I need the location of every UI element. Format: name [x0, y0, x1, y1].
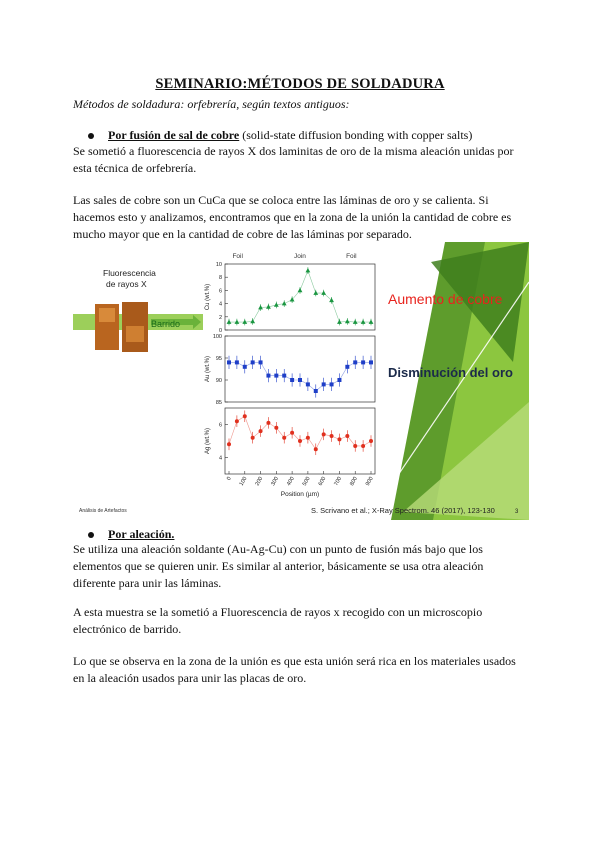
text-line: diferente para unir las láminas.	[73, 576, 222, 590]
data-point	[321, 290, 326, 294]
section2-para2	[73, 604, 528, 638]
data-point	[266, 374, 270, 378]
region-label: Foil	[346, 253, 357, 260]
barrido-label: Barrido	[151, 319, 181, 329]
slide-footer-left: Análisis de Artefactos	[79, 508, 127, 514]
text-line: Se sometió a fluorescencia de rayos X dos laminitas de oro de la misma aleación unidas por	[73, 144, 514, 158]
text-line: elementos que se quieren unir. Es similar al anterior, básicamente se usa otra aleación	[73, 559, 484, 573]
panel-frame	[225, 336, 375, 402]
page-title: SEMINARIO:MÉTODOS DE SOLDADURA	[155, 76, 445, 92]
data-point	[330, 382, 334, 386]
data-point	[305, 268, 310, 272]
data-point	[369, 439, 373, 443]
y-axis-label: Cu (wt.%)	[205, 283, 211, 311]
data-point	[259, 429, 263, 433]
text-line: Se utiliza una aleación soldante (Au-Ag-Cu) con un punto de fusión más bajo que los	[73, 542, 483, 556]
x-tick-label: 400	[286, 476, 296, 487]
data-point	[337, 378, 341, 382]
x-tick-label: 900	[364, 476, 375, 487]
data-point	[235, 419, 239, 423]
text-line: hacemos esto y analizamos, encontramos que en la zona de la unión la cantidad de cobre es	[73, 210, 512, 224]
citation: S. Scrivano et al.; X-Ray Spectrom. 46 (2017), 123-130	[311, 506, 495, 515]
data-point	[282, 301, 287, 305]
gold-sample-right-hl	[126, 326, 144, 342]
slide-svg	[73, 242, 529, 520]
region-label: Join	[294, 253, 306, 260]
panel-frame	[225, 264, 375, 330]
section2-bullet	[88, 527, 174, 542]
data-point	[243, 365, 247, 369]
y-tick-label: 100	[212, 334, 222, 340]
data-point	[314, 389, 318, 393]
data-point	[227, 360, 231, 364]
data-point	[322, 432, 326, 436]
y-tick-label: 4	[218, 301, 222, 308]
region-label: Foil	[232, 253, 243, 260]
section2-para1	[73, 541, 528, 592]
text-line: Las sales de cobre son un CuCa que se coloca entre las láminas de oro y se calienta. Si	[73, 193, 489, 207]
gold-sample-left-hl	[99, 308, 115, 322]
y-tick-label: 6	[218, 422, 222, 429]
data-point	[298, 439, 302, 443]
section1-para2	[73, 192, 528, 243]
text-line: mucho mayor que en la cantidad de cobre de las láminas por separado.	[73, 227, 412, 241]
data-point	[274, 374, 278, 378]
data-point	[313, 290, 318, 294]
data-point	[369, 360, 373, 364]
x-tick-label: 500	[301, 476, 312, 487]
data-point	[361, 444, 365, 448]
data-point	[306, 382, 310, 386]
y-tick-label: 6	[218, 288, 222, 295]
data-point	[266, 421, 270, 425]
data-point	[227, 442, 231, 446]
y-axis-label: Ag (wt.%)	[205, 427, 211, 455]
data-point	[330, 434, 334, 438]
bullet-dot-icon	[88, 133, 94, 139]
data-point	[282, 374, 286, 378]
section1-bullet	[88, 128, 472, 143]
text-line: electrónico de barrido.	[73, 622, 182, 636]
text-line: A esta muestra se la sometió a Fluorescencia de rayos x recogido con un microscopio	[73, 605, 483, 619]
data-point	[345, 319, 350, 323]
data-point	[369, 319, 374, 323]
data-point	[274, 426, 278, 430]
data-point	[353, 444, 357, 448]
data-point	[243, 414, 247, 418]
data-point	[251, 360, 255, 364]
y-tick-label: 4	[218, 455, 222, 462]
data-point	[314, 447, 318, 451]
x-tick-label: 0	[226, 476, 233, 482]
section1-heading: Por fusión de sal de cobre	[108, 128, 240, 142]
bullet-dot-icon	[88, 532, 94, 538]
x-tick-label: 800	[349, 476, 359, 487]
data-point	[250, 319, 255, 323]
data-point	[361, 360, 365, 364]
y-tick-label: 2	[218, 314, 222, 321]
y-tick-label: 95	[215, 356, 222, 362]
data-point	[235, 360, 239, 364]
data-point	[290, 431, 294, 435]
data-point	[361, 319, 366, 323]
aumento-label: Aumento de cobre	[388, 291, 503, 307]
data-point	[345, 365, 349, 369]
chart-layer	[205, 253, 375, 498]
data-point	[234, 319, 239, 323]
y-tick-label: 85	[215, 400, 222, 406]
data-point	[282, 436, 286, 440]
slide-figure	[73, 242, 529, 520]
data-point	[298, 378, 302, 382]
y-tick-label: 0	[218, 328, 222, 334]
section1-para1	[73, 143, 528, 177]
section2-para3	[73, 653, 528, 687]
page-subtitle: Métodos de soldadura: orfebrería, según textos antiguos:	[73, 97, 350, 111]
data-point	[345, 434, 349, 438]
data-point	[298, 288, 303, 292]
text-line: esta técnica de orfebrería.	[73, 161, 197, 175]
fluor-label-2: de rayos X	[106, 279, 147, 289]
y-tick-label: 90	[215, 378, 222, 384]
y-axis-label: Au (wt.%)	[205, 355, 211, 383]
x-tick-label: 300	[270, 476, 281, 487]
data-point	[290, 378, 294, 382]
data-point	[227, 319, 232, 323]
text-line: en la aleación usados para unir las placas de oro.	[73, 671, 307, 685]
data-point	[337, 437, 341, 441]
data-point	[322, 382, 326, 386]
data-point	[353, 360, 357, 364]
x-axis-label: Position (µm)	[280, 491, 320, 498]
data-point	[259, 360, 263, 364]
series-line	[229, 271, 371, 322]
x-tick-label: 100	[238, 476, 249, 487]
fluor-label-1: Fluorescencia	[103, 268, 156, 278]
x-tick-label: 700	[333, 476, 344, 487]
x-tick-label: 200	[254, 476, 265, 487]
slide-page-number: 3	[515, 509, 519, 515]
data-point	[251, 436, 255, 440]
x-tick-label: 600	[317, 476, 328, 487]
y-tick-label: 10	[215, 262, 222, 268]
text-line: Lo que se observa en la zona de la unión es que esta unión será rica en los materiales usados	[73, 654, 516, 668]
section1-heading-note: (solid-state diffusion bonding with copper salts)	[242, 128, 473, 142]
y-tick-label: 8	[218, 275, 222, 282]
disminucion-label: Disminución del oro	[388, 365, 513, 380]
section2-heading: Por aleación.	[108, 527, 175, 541]
data-point	[306, 436, 310, 440]
